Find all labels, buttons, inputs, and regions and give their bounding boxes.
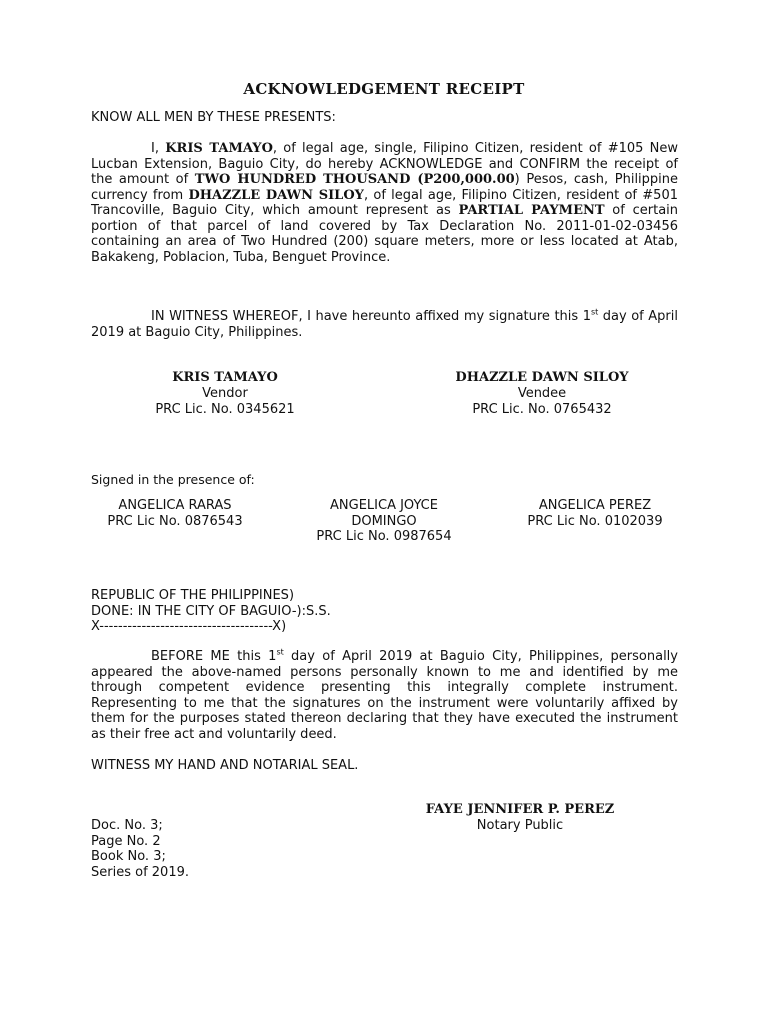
ordinal-suffix: st — [590, 307, 599, 317]
venue-line-3: X-------------------------------------X) — [91, 619, 287, 634]
witness-3 — [500, 498, 690, 529]
venue-block — [91, 588, 331, 635]
notary-acknowledgment-paragraph — [91, 649, 678, 742]
vendor-license: PRC Lic. No. 0345621 — [155, 402, 295, 417]
document-title: ACKNOWLEDGEMENT RECEIPT — [243, 80, 525, 98]
witness-seal-line: WITNESS MY HAND AND NOTARIAL SEAL. — [91, 758, 359, 773]
notary-name: FAYE JENNIFER P. PEREZ — [425, 802, 615, 817]
vendee-role: Vendee — [517, 386, 567, 401]
vendor-name-inline: KRIS TAMAYO — [165, 141, 273, 156]
page-number: Page No. 2 — [91, 833, 161, 849]
witness-1-license: PRC Lic No. 0876543 — [107, 513, 243, 529]
witness-whereof-paragraph — [91, 309, 678, 340]
notary-title: Notary Public — [476, 818, 564, 833]
text-run: BEFORE ME this 1 — [151, 649, 277, 664]
witness-2-name: ANGELICA JOYCE — [330, 498, 438, 513]
doc-info-block — [91, 818, 189, 880]
vendor-role: Vendor — [202, 386, 248, 401]
witness-2 — [289, 498, 479, 545]
text-run: day of April 2019 at Baguio City, Philippines. — [91, 309, 678, 340]
witness-3-name: ANGELICA PEREZ — [538, 498, 652, 513]
text-run: , of legal age, Filipino Citizen, resident of #501 Trancoville, Baguio City, which amount represent as — [91, 187, 678, 218]
vendee-license: PRC Lic. No. 0765432 — [472, 402, 612, 417]
vendor-name: KRIS TAMAYO — [172, 370, 278, 385]
receipt-paragraph — [91, 141, 678, 265]
text-run: day of April 2019 at Baguio City, Philippines, personally appeared the above-named persons personally known to me and identified by me through competent evidence presenting this integrally complete instrument. Representing to me that the signatures on the instrument were voluntarily affixed by them for the purposes stated thereon declaring that they have executed the instrument as their free act and voluntarily deed. — [91, 649, 678, 742]
partial-payment-inline: PARTIAL PAYMENT — [458, 203, 605, 218]
text-run: , of legal age, single, Filipino Citizen, resident of #105 New Lucban Extension, Baguio City, do hereby ACKNOWLEDGE and CONFIRM the receipt of the amount of — [91, 141, 678, 187]
vendee-signature-block — [430, 370, 654, 418]
witness-1 — [80, 498, 270, 529]
text-run: I, — [151, 141, 166, 156]
vendee-name: DHAZZLE DAWN SILOY — [455, 370, 629, 385]
vendee-name-inline: DHAZZLE DAWN SILOY — [188, 187, 364, 203]
book-number: Book No. 3; — [91, 849, 166, 864]
text-run: of certain portion of that parcel of land covered by Tax Declaration No. 2011-01-02-03456 containing an area of Two Hundred (200) square meters, more or less located at Atab, Bakakeng, Poblacion, Tuba, Benguet Province. — [91, 203, 679, 265]
doc-number: Doc. No. 3; — [91, 818, 163, 833]
witness-2-license: PRC Lic No. 0987654 — [316, 529, 452, 544]
witness-1-name: ANGELICA RARAS — [118, 498, 232, 513]
venue-line-1: REPUBLIC OF THE PHILIPPINES) — [91, 588, 295, 603]
amount-inline: TWO HUNDRED THOUSAND (P200,000.00 — [194, 172, 515, 187]
presence-label: Signed in the presence of: — [91, 472, 255, 487]
notary-signature-block — [400, 802, 640, 834]
series-number: Series of 2019. — [91, 864, 189, 880]
venue-line-2: DONE: IN THE CITY OF BAGUIO-):S.S. — [91, 603, 331, 619]
vendor-signature-block — [125, 370, 325, 418]
ordinal-suffix: st — [276, 647, 284, 657]
intro-line: KNOW ALL MEN BY THESE PRESENTS: — [91, 110, 336, 125]
witness-2-name-cont: DOMINGO — [351, 513, 417, 529]
text-run: ) Pesos, cash, Philippine currency from — [91, 172, 679, 203]
text-run: IN WITNESS WHEREOF, I have hereunto affixed my signature this 1 — [151, 309, 591, 324]
witness-3-license: PRC Lic No. 0102039 — [527, 513, 663, 529]
